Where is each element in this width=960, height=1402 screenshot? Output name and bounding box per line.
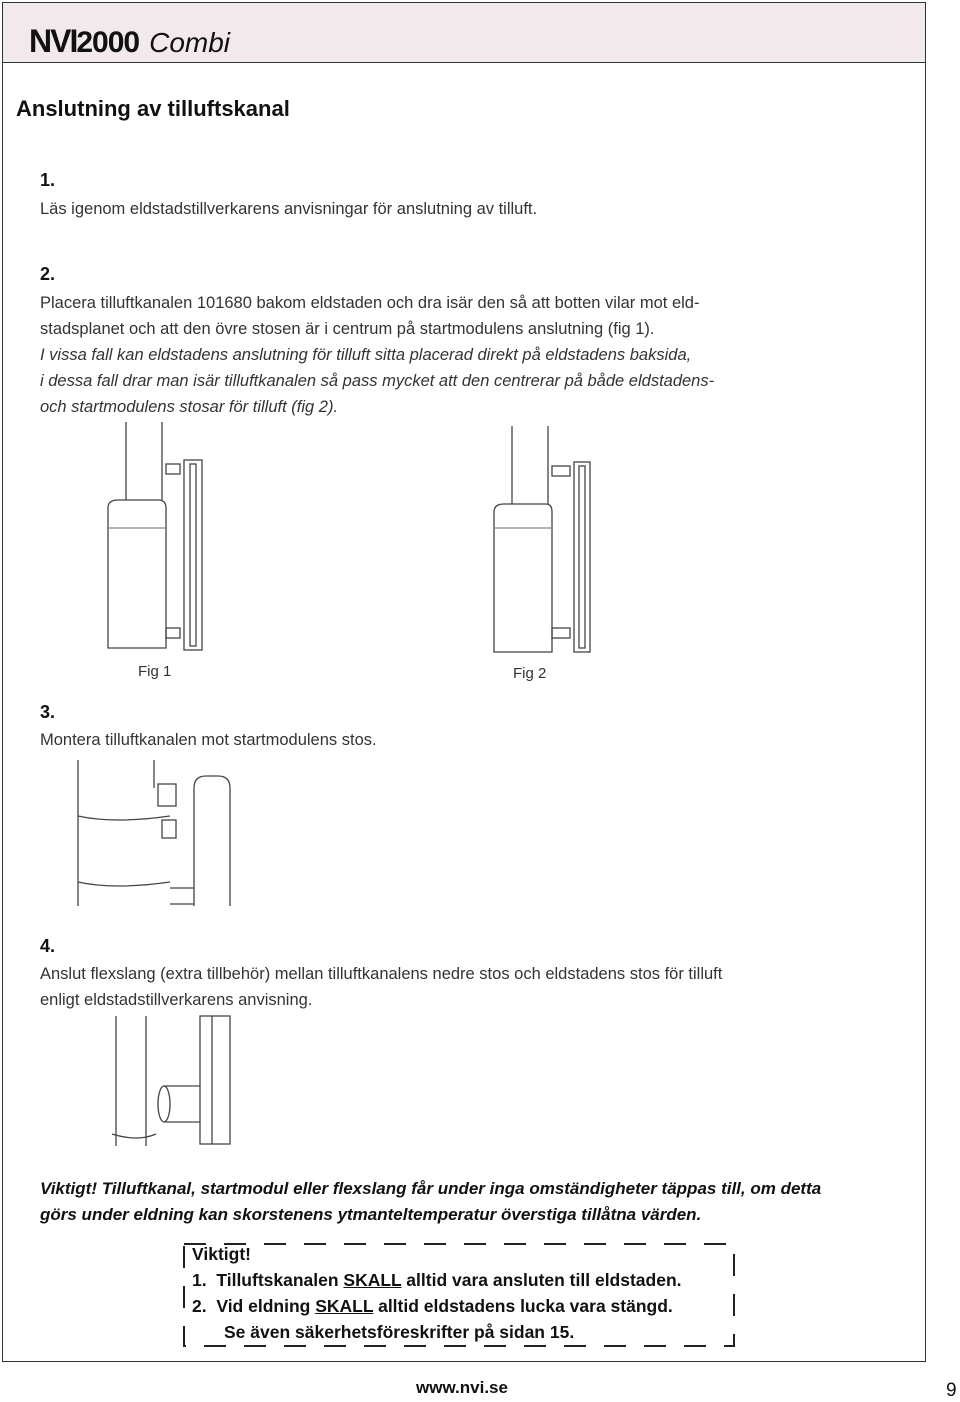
step-1-text: Läs igenom eldstadstillverkarens anvisningar för anslutning av tilluft.: [40, 200, 538, 218]
step-2-line-2: stadsplanet och att den övre stosen är i centrum på startmodulens anslutning (fig 1).: [40, 320, 655, 338]
safety-notice-box: [182, 1240, 738, 1352]
brand-number: 2000: [76, 26, 140, 59]
warning-line-2: görs under eldning kan skorstenens ytmanteltemperatur överstiga tillåtna värden.: [40, 1205, 702, 1224]
figure-2-label: Fig 2: [513, 665, 547, 682]
figure-1-label: Fig 1: [138, 663, 172, 680]
notice-item-2: [192, 1296, 673, 1317]
step-1-number: 1.: [40, 170, 56, 190]
step-4-line-1: Anslut flexslang (extra tillbehör) mellan tilluftkanalens nedre stos och eldstadens stos för tilluft: [40, 965, 723, 983]
figure-3-illustration: [74, 758, 234, 910]
step-2-line-1: Placera tilluftkanalen 101680 bakom eldstaden och dra isär den så att botten vilar mot eld-: [40, 294, 700, 312]
notice-item-1: [192, 1270, 682, 1291]
notice-item-1-pre: Tilluftskanalen: [216, 1270, 344, 1290]
step-2-italic-line-1: I vissa fall kan eldstadens anslutning för tilluft sitta placerad direkt på eldstadens baksida,: [40, 346, 692, 364]
notice-item-1-number: 1.: [192, 1270, 207, 1290]
step-3-number: 3.: [40, 702, 56, 722]
brand-logo: [29, 23, 230, 60]
notice-item-2-number: 2.: [192, 1296, 207, 1316]
step-4-number: 4.: [40, 936, 56, 956]
page-title: Anslutning av tilluftskanal: [16, 96, 290, 121]
notice-item-2-post: alltid eldstadens lucka vara stängd.: [373, 1296, 673, 1316]
header-bar: [3, 3, 925, 63]
figure-2-illustration: [490, 424, 610, 656]
step-2-italic-line-2: i dessa fall drar man isär tilluftkanalen så pass mycket att den centrerar på både eldstadens-: [40, 372, 715, 390]
notice-heading: Viktigt!: [192, 1244, 251, 1264]
warning-line-1: Viktigt! Tilluftkanal, startmodul eller flexslang får under inga omständigheter täppas till, om detta: [40, 1179, 822, 1198]
step-2-italic-line-3: och startmodulens stosar för tilluft (fig 2).: [40, 398, 339, 416]
figure-4-illustration: [108, 1014, 240, 1148]
footer-url: www.nvi.se: [416, 1378, 508, 1397]
brand-mark: NVI: [29, 23, 77, 59]
brand-model: Combi: [149, 27, 231, 58]
notice-item-2-emphasis: SKALL: [315, 1296, 374, 1316]
notice-item-2-pre: Vid eldning: [216, 1296, 316, 1316]
step-3-text: Montera tilluftkanalen mot startmodulens stos.: [40, 731, 377, 749]
notice-item-3: Se även säkerhetsföreskrifter på sidan 15.: [224, 1322, 575, 1342]
step-2-number: 2.: [40, 264, 56, 284]
step-4-line-2: enligt eldstadstillverkarens anvisning.: [40, 991, 313, 1009]
notice-item-1-post: alltid vara ansluten till eldstaden.: [401, 1270, 682, 1290]
notice-item-1-emphasis: SKALL: [343, 1270, 402, 1290]
figure-1-illustration: [100, 420, 220, 650]
page-number: 9: [946, 1380, 957, 1401]
